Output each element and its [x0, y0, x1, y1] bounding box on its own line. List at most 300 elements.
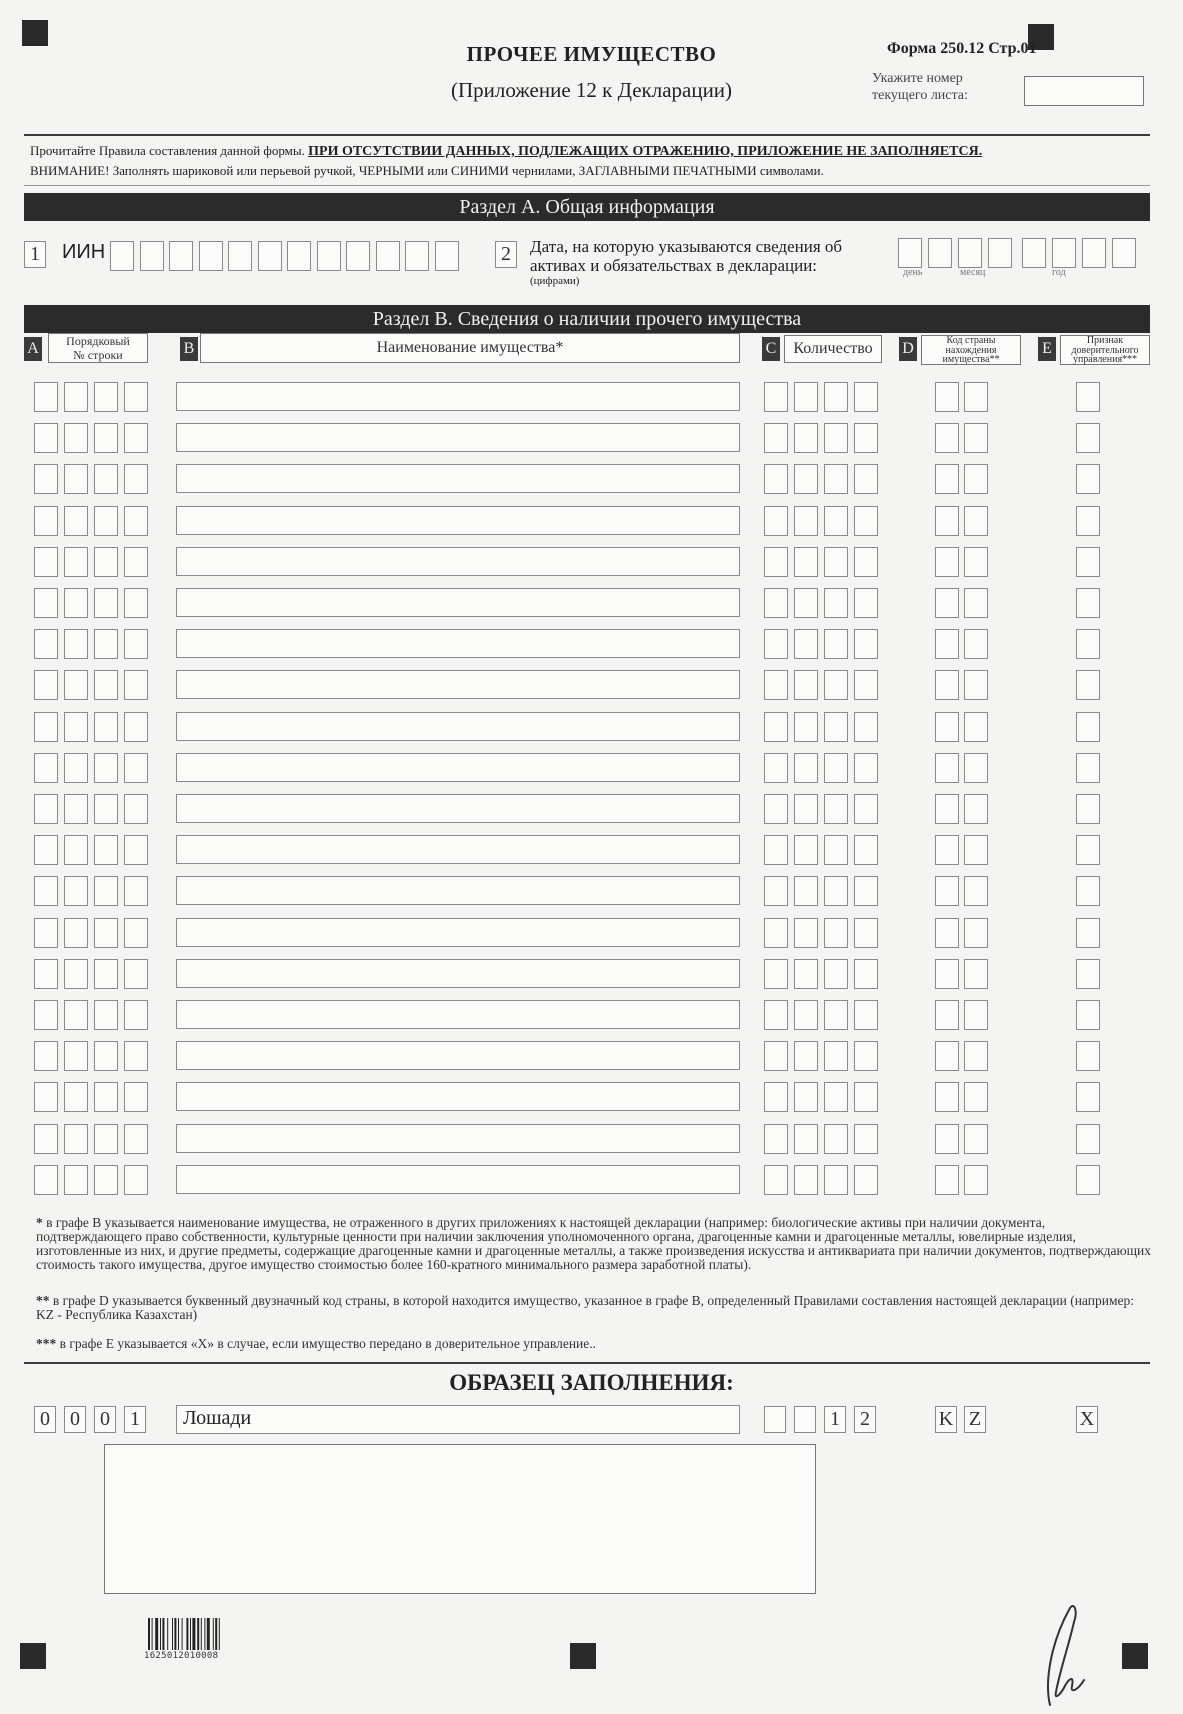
row-number-cell[interactable]	[124, 959, 148, 989]
country-code-cell[interactable]	[935, 959, 959, 989]
quantity-cell[interactable]	[854, 464, 878, 494]
trust-flag-cell[interactable]	[1076, 629, 1100, 659]
quantity-cell[interactable]	[794, 918, 818, 948]
quantity-cell[interactable]	[824, 1000, 848, 1030]
row-number-cell[interactable]	[94, 918, 118, 948]
row-number-cell[interactable]	[34, 876, 58, 906]
quantity-cell[interactable]	[794, 712, 818, 742]
sample-name-text: Лошади	[183, 1407, 252, 1429]
iin-digit-cell[interactable]	[228, 241, 252, 271]
row-number-cell[interactable]	[94, 423, 118, 453]
quantity-cell[interactable]	[764, 382, 788, 412]
row-number-cell[interactable]	[124, 753, 148, 783]
quantity-cell[interactable]	[854, 382, 878, 412]
footnote-3-mark: ***	[36, 1336, 57, 1351]
quantity-cell[interactable]	[824, 876, 848, 906]
barcode-bar	[167, 1618, 168, 1650]
trust-flag-cell[interactable]	[1076, 1082, 1100, 1112]
row-number-cell[interactable]	[34, 464, 58, 494]
row-number-cell[interactable]	[124, 423, 148, 453]
date-digit-cell[interactable]	[898, 238, 922, 268]
country-code-cell[interactable]	[964, 1082, 988, 1112]
row-number-cell[interactable]	[64, 464, 88, 494]
quantity-cell[interactable]	[854, 547, 878, 577]
column-e-label-line3: управления***	[1072, 354, 1138, 365]
iin-digit-cell[interactable]	[199, 241, 223, 271]
quantity-cell[interactable]	[764, 588, 788, 618]
row-number-cell[interactable]	[94, 712, 118, 742]
quantity-cell[interactable]	[854, 588, 878, 618]
quantity-cell[interactable]	[854, 423, 878, 453]
quantity-cell[interactable]	[824, 794, 848, 824]
quantity-cell[interactable]	[854, 753, 878, 783]
iin-digit-cell[interactable]	[405, 241, 429, 271]
country-code-cell[interactable]	[964, 1000, 988, 1030]
country-code-cell[interactable]	[935, 629, 959, 659]
row-number-cell[interactable]	[64, 1000, 88, 1030]
quantity-cell[interactable]	[764, 629, 788, 659]
country-code-cell[interactable]	[935, 423, 959, 453]
row-number-cell[interactable]	[34, 506, 58, 536]
sample-qty-3: 1	[824, 1406, 846, 1433]
trust-flag-cell[interactable]	[1076, 876, 1100, 906]
row-number-cell[interactable]	[34, 918, 58, 948]
date-digit-cell[interactable]	[1082, 238, 1106, 268]
sheet-number-field[interactable]	[1024, 76, 1144, 106]
row-number-cell[interactable]	[34, 1000, 58, 1030]
property-name-field[interactable]	[176, 835, 740, 864]
country-code-cell[interactable]	[964, 712, 988, 742]
column-c-letter: C	[762, 337, 780, 361]
row-number-cell[interactable]	[94, 547, 118, 577]
quantity-cell[interactable]	[824, 835, 848, 865]
notes-box[interactable]	[104, 1444, 816, 1594]
row-number-cell[interactable]	[94, 753, 118, 783]
property-name-field[interactable]	[176, 547, 740, 576]
row-number-cell[interactable]	[64, 1124, 88, 1154]
quantity-cell[interactable]	[824, 382, 848, 412]
row-number-cell[interactable]	[34, 1082, 58, 1112]
iin-digit-cell[interactable]	[287, 241, 311, 271]
sheet-label-line1: Укажите номер	[872, 71, 963, 86]
row-number-cell[interactable]	[124, 876, 148, 906]
quantity-cell[interactable]	[824, 712, 848, 742]
country-code-cell[interactable]	[964, 382, 988, 412]
country-code-cell[interactable]	[964, 1124, 988, 1154]
quantity-cell[interactable]	[794, 753, 818, 783]
row-number-cell[interactable]	[34, 835, 58, 865]
quantity-cell[interactable]	[764, 423, 788, 453]
barcode-bar	[197, 1618, 199, 1650]
row-number-cell[interactable]	[64, 382, 88, 412]
row-number-cell[interactable]	[64, 1041, 88, 1071]
quantity-cell[interactable]	[824, 423, 848, 453]
field2-label	[530, 237, 842, 287]
country-code-cell[interactable]	[935, 670, 959, 700]
country-code-cell[interactable]	[935, 876, 959, 906]
trust-flag-cell[interactable]	[1076, 918, 1100, 948]
iin-digit-cell[interactable]	[110, 241, 134, 271]
barcode-bar	[172, 1618, 173, 1650]
country-code-cell[interactable]	[935, 712, 959, 742]
country-code-cell[interactable]	[935, 1041, 959, 1071]
row-number-cell[interactable]	[94, 588, 118, 618]
barcode-bar	[178, 1618, 179, 1650]
quantity-cell[interactable]	[794, 670, 818, 700]
row-number-cell[interactable]	[64, 547, 88, 577]
section-b-header: Раздел B. Сведения о наличии прочего имущества	[24, 305, 1150, 333]
country-code-cell[interactable]	[935, 464, 959, 494]
quantity-cell[interactable]	[824, 1165, 848, 1195]
country-code-cell[interactable]	[935, 835, 959, 865]
row-number-cell[interactable]	[94, 506, 118, 536]
row-number-cell[interactable]	[124, 835, 148, 865]
row-number-cell[interactable]	[64, 1165, 88, 1195]
row-number-cell[interactable]	[124, 1000, 148, 1030]
iin-digit-cell[interactable]	[346, 241, 370, 271]
quantity-cell[interactable]	[764, 794, 788, 824]
row-number-cell[interactable]	[34, 423, 58, 453]
country-code-cell[interactable]	[935, 547, 959, 577]
quantity-cell[interactable]	[854, 629, 878, 659]
country-code-cell[interactable]	[964, 547, 988, 577]
country-code-cell[interactable]	[935, 1124, 959, 1154]
property-name-field[interactable]	[176, 876, 740, 905]
property-name-field[interactable]	[176, 670, 740, 699]
property-name-field[interactable]	[176, 1000, 740, 1029]
trust-flag-cell[interactable]	[1076, 712, 1100, 742]
country-code-cell[interactable]	[964, 1165, 988, 1195]
quantity-cell[interactable]	[824, 588, 848, 618]
property-name-field[interactable]	[176, 794, 740, 823]
quantity-cell[interactable]	[764, 918, 788, 948]
row-number-cell[interactable]	[34, 670, 58, 700]
quantity-cell[interactable]	[824, 918, 848, 948]
column-b-label: Наименование имущества*	[376, 339, 564, 356]
quantity-cell[interactable]	[794, 1041, 818, 1071]
row-number-cell[interactable]	[64, 918, 88, 948]
property-name-field[interactable]	[176, 423, 740, 452]
column-e-label-line2: доверительного	[1071, 344, 1139, 356]
property-name-field[interactable]	[176, 506, 740, 535]
row-number-cell[interactable]	[64, 670, 88, 700]
trust-flag-cell[interactable]	[1076, 1165, 1100, 1195]
row-number-cell[interactable]	[94, 1082, 118, 1112]
divider-instructions	[24, 185, 1150, 186]
row-number-cell[interactable]	[34, 629, 58, 659]
row-number-cell[interactable]	[64, 506, 88, 536]
row-number-cell[interactable]	[94, 1041, 118, 1071]
row-number-cell[interactable]	[94, 959, 118, 989]
iin-digit-cell[interactable]	[376, 241, 400, 271]
trust-flag-cell[interactable]	[1076, 959, 1100, 989]
quantity-cell[interactable]	[854, 1082, 878, 1112]
quantity-cell[interactable]	[764, 670, 788, 700]
date-digit-cell[interactable]	[928, 238, 952, 268]
iin-digit-cell[interactable]	[258, 241, 282, 271]
property-name-field[interactable]	[176, 1041, 740, 1070]
property-name-field[interactable]	[176, 1124, 740, 1153]
row-number-cell[interactable]	[124, 506, 148, 536]
quantity-cell[interactable]	[794, 835, 818, 865]
row-number-cell[interactable]	[124, 670, 148, 700]
divider-sample	[24, 1362, 1150, 1364]
quantity-cell[interactable]	[764, 464, 788, 494]
quantity-cell[interactable]	[794, 423, 818, 453]
row-number-cell[interactable]	[94, 1124, 118, 1154]
quantity-cell[interactable]	[764, 835, 788, 865]
quantity-cell[interactable]	[854, 1165, 878, 1195]
country-code-cell[interactable]	[935, 382, 959, 412]
barcode-bar	[219, 1618, 220, 1650]
quantity-cell[interactable]	[794, 382, 818, 412]
quantity-cell[interactable]	[824, 959, 848, 989]
row-number-cell[interactable]	[124, 712, 148, 742]
sample-row-num-3: 0	[94, 1406, 116, 1433]
country-code-cell[interactable]	[935, 753, 959, 783]
row-number-cell[interactable]	[64, 794, 88, 824]
property-name-field[interactable]	[176, 464, 740, 493]
quantity-cell[interactable]	[794, 794, 818, 824]
row-number-cell[interactable]	[94, 1165, 118, 1195]
row-number-cell[interactable]	[64, 959, 88, 989]
row-number-cell[interactable]	[64, 1082, 88, 1112]
trust-flag-cell[interactable]	[1076, 423, 1100, 453]
sample-name	[176, 1405, 740, 1434]
quantity-cell[interactable]	[764, 1041, 788, 1071]
quantity-cell[interactable]	[764, 1082, 788, 1112]
row-number-cell[interactable]	[124, 918, 148, 948]
property-name-field[interactable]	[176, 712, 740, 741]
row-number-cell[interactable]	[94, 794, 118, 824]
country-code-cell[interactable]	[935, 918, 959, 948]
quantity-cell[interactable]	[764, 1000, 788, 1030]
country-code-cell[interactable]	[935, 1082, 959, 1112]
trust-flag-cell[interactable]	[1076, 547, 1100, 577]
row-number-cell[interactable]	[124, 547, 148, 577]
quantity-cell[interactable]	[794, 547, 818, 577]
quantity-cell[interactable]	[794, 876, 818, 906]
trust-flag-cell[interactable]	[1076, 753, 1100, 783]
country-code-cell[interactable]	[964, 670, 988, 700]
quantity-cell[interactable]	[764, 712, 788, 742]
quantity-cell[interactable]	[794, 629, 818, 659]
quantity-cell[interactable]	[824, 629, 848, 659]
country-code-cell[interactable]	[964, 876, 988, 906]
row-number-cell[interactable]	[124, 1124, 148, 1154]
row-number-cell[interactable]	[124, 464, 148, 494]
row-number-cell[interactable]	[94, 382, 118, 412]
trust-flag-cell[interactable]	[1076, 464, 1100, 494]
footnote-2	[36, 1294, 1151, 1322]
quantity-cell[interactable]	[824, 670, 848, 700]
barcode-bar	[148, 1618, 150, 1650]
country-code-cell[interactable]	[964, 753, 988, 783]
quantity-cell[interactable]	[824, 1041, 848, 1071]
row-number-cell[interactable]	[94, 1000, 118, 1030]
row-number-cell[interactable]	[34, 382, 58, 412]
quantity-cell[interactable]	[824, 753, 848, 783]
quantity-cell[interactable]	[794, 588, 818, 618]
barcode-bar	[190, 1618, 191, 1650]
quantity-cell[interactable]	[764, 753, 788, 783]
property-name-field[interactable]	[176, 629, 740, 658]
property-name-field[interactable]	[176, 1082, 740, 1111]
row-number-cell[interactable]	[94, 464, 118, 494]
quantity-cell[interactable]	[854, 794, 878, 824]
signature-icon	[1030, 1600, 1100, 1710]
country-code-cell[interactable]	[964, 588, 988, 618]
quantity-cell[interactable]	[764, 1165, 788, 1195]
row-number-cell[interactable]	[34, 588, 58, 618]
country-code-cell[interactable]	[964, 464, 988, 494]
quantity-cell[interactable]	[794, 1124, 818, 1154]
row-number-cell[interactable]	[124, 382, 148, 412]
quantity-cell[interactable]	[854, 712, 878, 742]
country-code-cell[interactable]	[964, 1041, 988, 1071]
date-digit-cell[interactable]	[988, 238, 1012, 268]
country-code-cell[interactable]	[964, 506, 988, 536]
row-number-cell[interactable]	[34, 547, 58, 577]
sample-country-2: Z	[964, 1406, 986, 1433]
quantity-cell[interactable]	[824, 1082, 848, 1112]
country-code-cell[interactable]	[935, 794, 959, 824]
quantity-cell[interactable]	[824, 506, 848, 536]
iin-digit-cell[interactable]	[435, 241, 459, 271]
trust-flag-cell[interactable]	[1076, 670, 1100, 700]
country-code-cell[interactable]	[964, 918, 988, 948]
row-number-cell[interactable]	[64, 629, 88, 659]
trust-flag-cell[interactable]	[1076, 1124, 1100, 1154]
row-number-cell[interactable]	[124, 629, 148, 659]
quantity-cell[interactable]	[794, 506, 818, 536]
row-number-cell[interactable]	[94, 629, 118, 659]
quantity-cell[interactable]	[854, 918, 878, 948]
row-number-cell[interactable]	[124, 794, 148, 824]
quantity-cell[interactable]	[794, 1082, 818, 1112]
quantity-cell[interactable]	[854, 876, 878, 906]
page-subtitle: (Приложение 12 к Декларации)	[450, 78, 733, 102]
date-digit-cell[interactable]	[1112, 238, 1136, 268]
sheet-label-line2: текущего листа:	[872, 88, 968, 103]
property-name-field[interactable]	[176, 382, 740, 411]
row-number-cell[interactable]	[124, 588, 148, 618]
column-e-letter: E	[1038, 337, 1056, 361]
property-name-field[interactable]	[176, 1165, 740, 1194]
row-number-cell[interactable]	[94, 670, 118, 700]
row-number-cell[interactable]	[64, 588, 88, 618]
quantity-cell[interactable]	[794, 1000, 818, 1030]
trust-flag-cell[interactable]	[1076, 794, 1100, 824]
row-number-cell[interactable]	[64, 753, 88, 783]
country-code-cell[interactable]	[964, 794, 988, 824]
iin-digit-cell[interactable]	[140, 241, 164, 271]
country-code-cell[interactable]	[935, 588, 959, 618]
property-name-field[interactable]	[176, 753, 740, 782]
column-c-header	[784, 335, 882, 363]
quantity-cell[interactable]	[854, 1041, 878, 1071]
quantity-cell[interactable]	[854, 835, 878, 865]
row-number-cell[interactable]	[64, 835, 88, 865]
quantity-cell[interactable]	[824, 547, 848, 577]
country-code-cell[interactable]	[935, 506, 959, 536]
row-number-cell[interactable]	[34, 1124, 58, 1154]
country-code-cell[interactable]	[964, 835, 988, 865]
country-code-cell[interactable]	[964, 629, 988, 659]
row-number-cell[interactable]	[34, 1041, 58, 1071]
quantity-cell[interactable]	[794, 464, 818, 494]
date-digit-cell[interactable]	[1052, 238, 1076, 268]
corner-marker-bottom-center	[570, 1643, 596, 1669]
column-e-header	[1060, 335, 1150, 365]
iin-digit-cell[interactable]	[169, 241, 193, 271]
date-digit-cell[interactable]	[958, 238, 982, 268]
row-number-cell[interactable]	[94, 835, 118, 865]
row-number-cell[interactable]	[34, 794, 58, 824]
barcode	[148, 1618, 248, 1654]
trust-flag-cell[interactable]	[1076, 506, 1100, 536]
quantity-cell[interactable]	[794, 959, 818, 989]
quantity-cell[interactable]	[764, 876, 788, 906]
quantity-cell[interactable]	[854, 1000, 878, 1030]
row-number-cell[interactable]	[124, 1041, 148, 1071]
row-number-cell[interactable]	[34, 1165, 58, 1195]
field2-label-line2: активах и обязательствах в декларации:	[530, 256, 818, 275]
field2-label-line1: Дата, на которую указываются сведения об	[530, 237, 843, 256]
country-code-cell[interactable]	[935, 1165, 959, 1195]
quantity-cell[interactable]	[764, 506, 788, 536]
sample-country-1: K	[935, 1406, 957, 1433]
row-number-cell[interactable]	[34, 753, 58, 783]
row-number-cell[interactable]	[34, 712, 58, 742]
row-number-cell[interactable]	[124, 1165, 148, 1195]
date-day-label: день	[903, 267, 923, 278]
quantity-cell[interactable]	[824, 464, 848, 494]
sample-row-num-2: 0	[64, 1406, 86, 1433]
country-code-cell[interactable]	[964, 959, 988, 989]
quantity-cell[interactable]	[764, 547, 788, 577]
row-number-cell[interactable]	[64, 423, 88, 453]
date-digit-cell[interactable]	[1022, 238, 1046, 268]
sample-qty-1	[764, 1406, 786, 1433]
property-name-field[interactable]	[176, 918, 740, 947]
date-year-label: год	[1052, 267, 1066, 278]
row-number-cell[interactable]	[34, 959, 58, 989]
row-number-cell[interactable]	[64, 876, 88, 906]
trust-flag-cell[interactable]	[1076, 382, 1100, 412]
quantity-cell[interactable]	[794, 1165, 818, 1195]
trust-flag-cell[interactable]	[1076, 588, 1100, 618]
quantity-cell[interactable]	[824, 1124, 848, 1154]
iin-digit-cell[interactable]	[317, 241, 341, 271]
property-name-field[interactable]	[176, 588, 740, 617]
row-number-cell[interactable]	[64, 712, 88, 742]
property-name-field[interactable]	[176, 959, 740, 988]
row-number-cell[interactable]	[124, 1082, 148, 1112]
quantity-cell[interactable]	[854, 959, 878, 989]
quantity-cell[interactable]	[854, 506, 878, 536]
quantity-cell[interactable]	[854, 1124, 878, 1154]
country-code-cell[interactable]	[964, 423, 988, 453]
row-number-cell[interactable]	[94, 876, 118, 906]
trust-flag-cell[interactable]	[1076, 1000, 1100, 1030]
quantity-cell[interactable]	[854, 670, 878, 700]
trust-flag-cell[interactable]	[1076, 835, 1100, 865]
quantity-cell[interactable]	[764, 959, 788, 989]
quantity-cell[interactable]	[764, 1124, 788, 1154]
trust-flag-cell[interactable]	[1076, 1041, 1100, 1071]
country-code-cell[interactable]	[935, 1000, 959, 1030]
